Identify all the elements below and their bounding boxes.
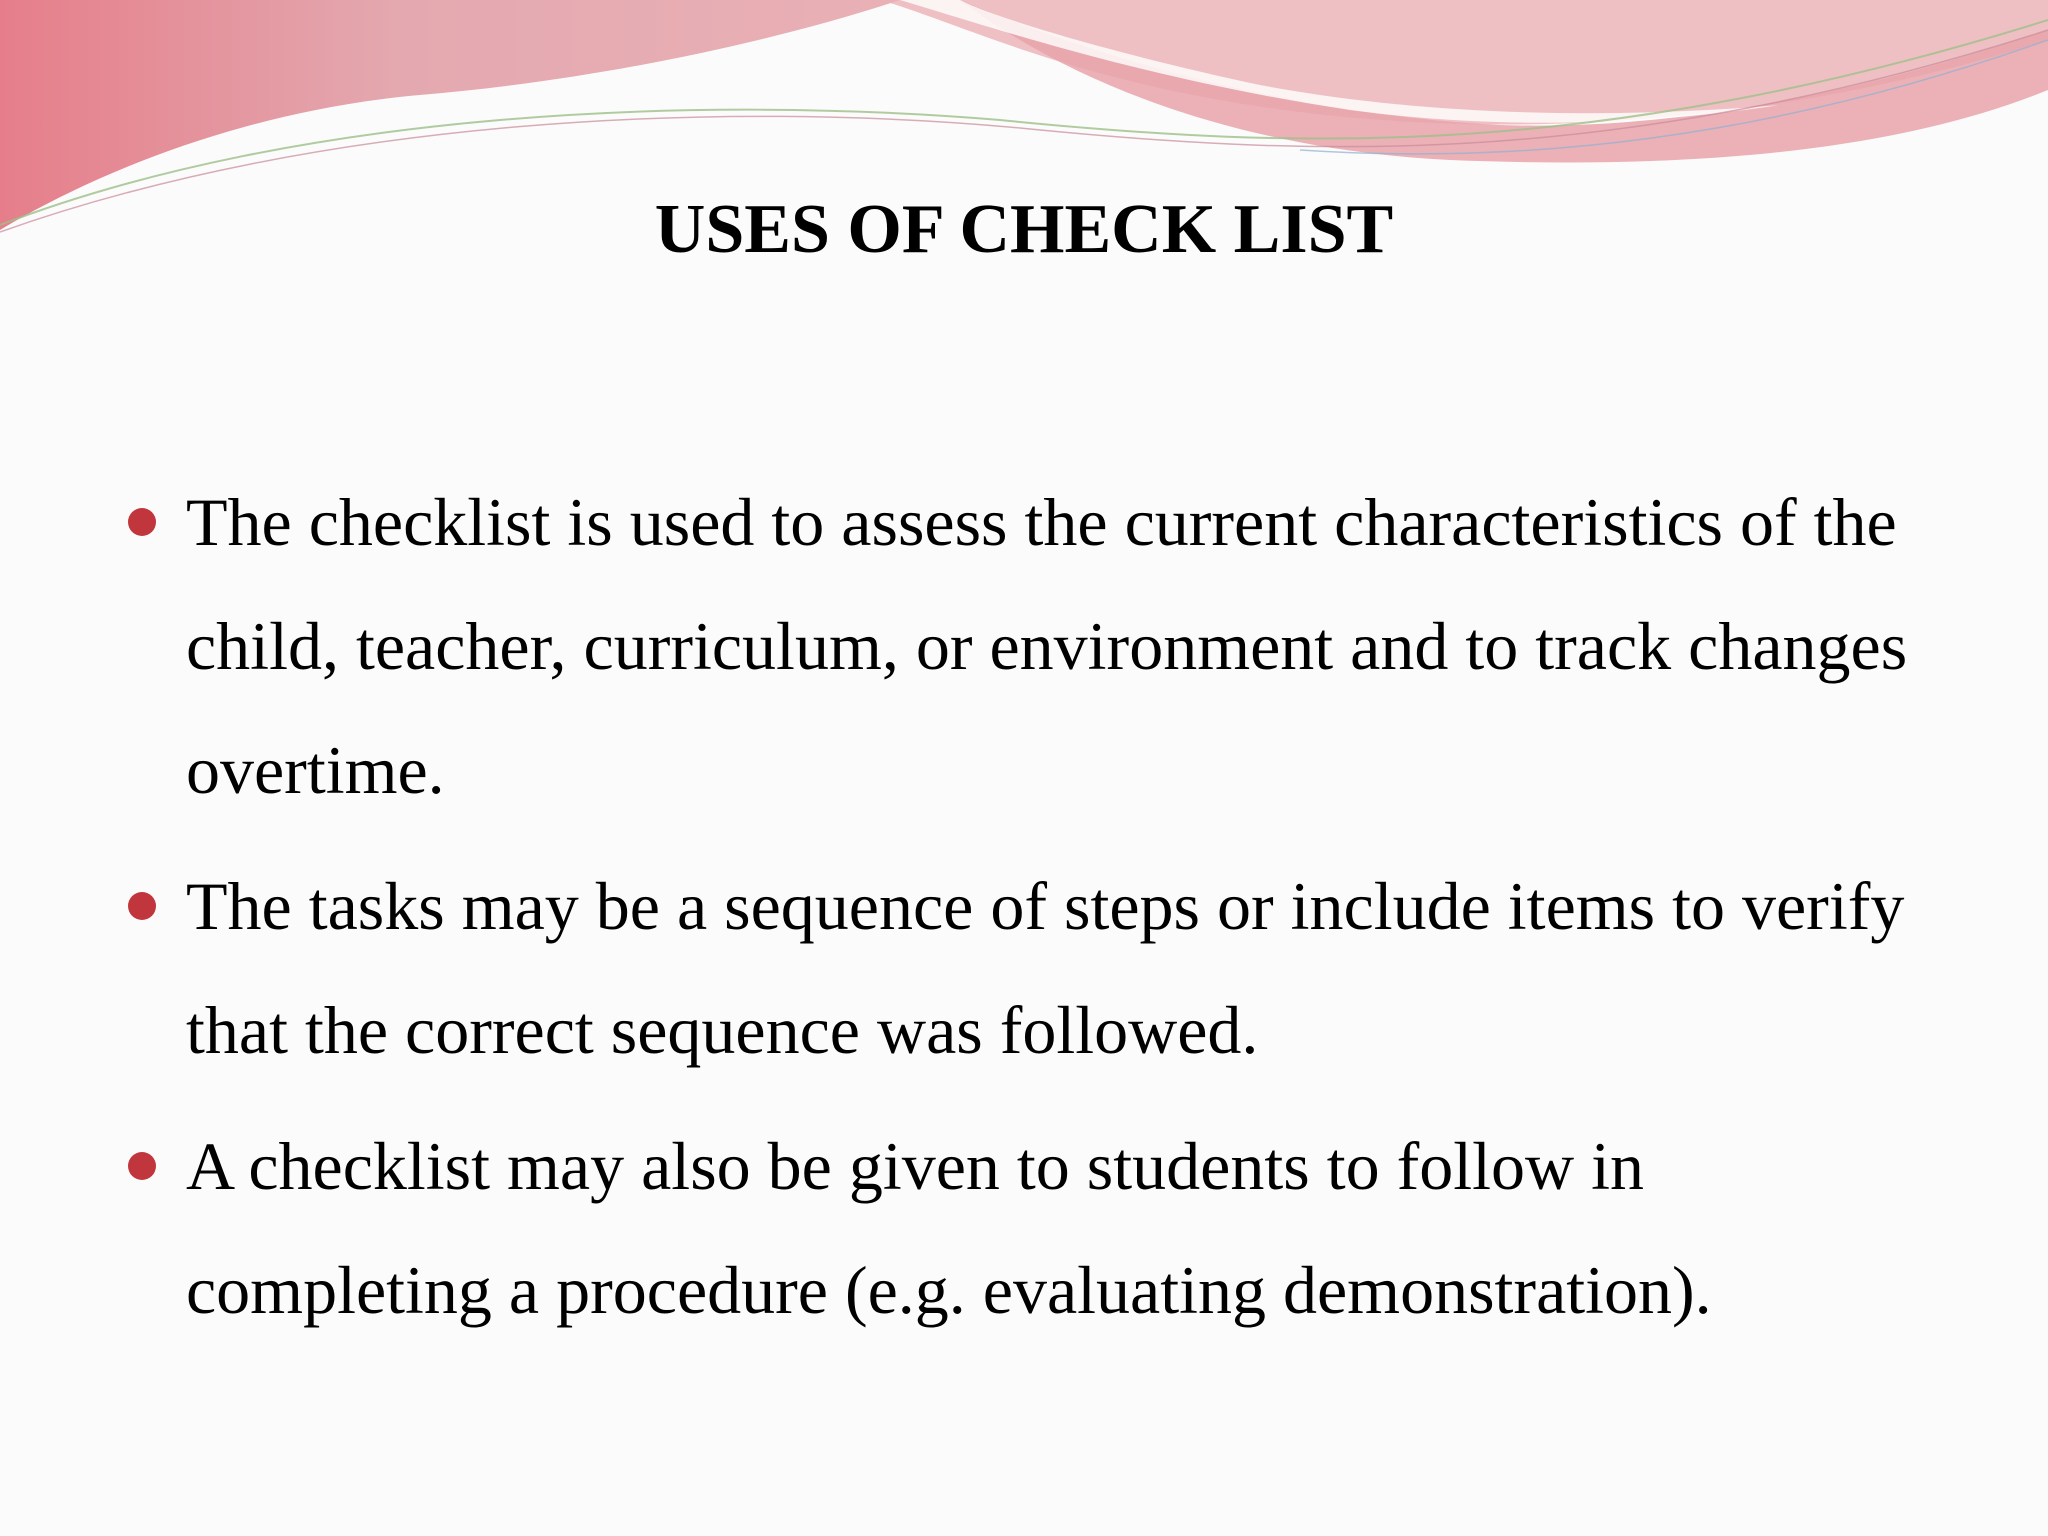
bullet-dot-icon bbox=[128, 892, 156, 920]
bullet-text: The checklist is used to assess the current characteristics of the child, teacher, curriculum, or environment and to track changes overtime. bbox=[186, 484, 1908, 808]
bullet-item bbox=[128, 460, 1928, 832]
bullet-text: A checklist may also be given to students to follow in completing a procedure (e.g. evaluating demonstration). bbox=[186, 1128, 1712, 1328]
slide-title: USES OF CHECK LIST bbox=[654, 191, 1394, 268]
bullet-item bbox=[128, 1104, 1928, 1352]
bullet-dot-icon bbox=[128, 1152, 156, 1180]
bullet-text: The tasks may be a sequence of steps or include items to verify that the correct sequence was followed. bbox=[186, 868, 1905, 1068]
bullet-list bbox=[128, 460, 1928, 1364]
bullet-item bbox=[128, 844, 1928, 1092]
bullet-dot-icon bbox=[128, 508, 156, 536]
